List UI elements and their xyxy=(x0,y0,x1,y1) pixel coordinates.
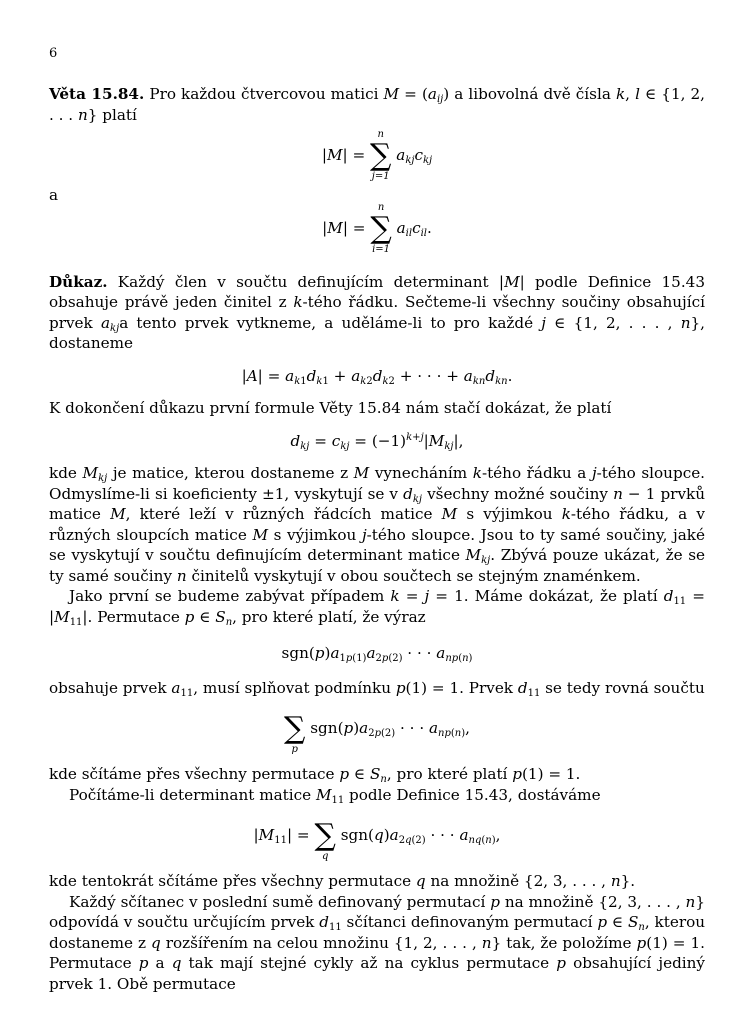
proof-paragraph-1: Důkaz. Každý člen v součtu definujícím determinant |M| podle Definice 15.43 obsahuje právě jeden činitel z k-tého řádku. Sečteme-li všechny součiny obsahující prvek $a_{kj}a$ tento prvek vytkneme, a uděláme-li to pro každé j ∈ {1, 2, . . . , n}, dostaneme xyxy=(49,272,705,352)
proof-label: Důkaz. xyxy=(49,272,108,291)
page-number: 6 xyxy=(49,46,58,61)
sum-symbol: n ∑ j=1 xyxy=(370,129,392,182)
proof-paragraph-9: Každý sčítanec v poslední sumě definovaný permutací p na množině {2, 3, . . . , n} odpovídá v součtu určujícím prvek $d_{11}$ sčítanci definovaným permutací p ∈ $S_n$, kterou dostaneme z q rozšířením na celou množinu {1, 2, . . . , n} tak, že položíme p(1) = 1. Permutace p a q tak mají stejné cykly až na cyklus permutace p obsahující jediný prvek 1. Obě permutace xyxy=(49,892,706,993)
formula-column-expansion: |M| = n ∑ i=1 $a_{il}c_{il}$. xyxy=(322,201,432,255)
equation-m11-determinant: $|M_{11}|$ = ∑ q $sgn(q)a_{2q(2)}$ · · · $a_{nq(n)}$, xyxy=(49,809,705,863)
sum-symbol: n ∑ i=1 xyxy=(370,201,392,255)
sum-symbol: ∑ q xyxy=(314,818,336,862)
theorem-statement: Věta 15.84. Pro každou čtvercovou matici $M = (a_{ij})$ a libovolná dvě čísla k, l ∈ {1, 2, . . . n} platí xyxy=(49,85,706,124)
equation-d11-sum: ∑ p $sgn(p)a_{2p(2)}$ · · · $a_{np(n)}$, xyxy=(49,702,705,756)
equation-cofactor: $d_{kj} = c_{kj} = (-1)^{k+j}|M_{kj}|$, xyxy=(290,431,464,452)
formula-row-expansion: |M| = n ∑ j=1 $a_{kj}c_{kj}$ xyxy=(321,129,433,182)
equation-permutation-term: $sgn(p)a_{1p(1)}a_{2p(2)}$ · · · $a_{np(n)}$ xyxy=(281,644,473,664)
proof-paragraph-4: Jako první se budeme zabývat případem k = j = 1. Máme dokázat, že platí $d_{11} = |M_{11}|$. Permutace p ∈ $S_n$, pro které platí, že výraz xyxy=(49,587,705,628)
proof-paragraph-3: kde $M_{kj}$ je matice, kterou dostaneme z M vynecháním k-tého řádku a j-tého sloupce. Odmyslíme-li si koeficienty ±1, vyskytují se v $d_{kj}$ všechny možné součiny n − 1 prvků matice M, které leží v různých řádcích matice M s výjimkou k-tého řádku, a v různých sloupcích matice M s výjimkou j-tého sloupce. Jsou to ty samé součiny, jaké se vyskytují v součtu definujícím determinant matice $M_{kj}$. Zbývá pouze ukázat, že se ty samé součiny n činitelů vyskytují v obou součtech se stejným znaménkem. xyxy=(49,464,706,585)
conjunction-a: a xyxy=(49,186,59,204)
proof-paragraph-5: obsahuje prvek $a_{11}$, musí splňovat podmínku p(1) = 1. Prvek $d_{11}$ se tedy rovná součtu xyxy=(49,678,705,699)
equation-determinant-sum: $|A| = a_{k1}d_{k1} + a_{k2}d_{k2}$ + · · · + $a_{kn}d_{kn}$. xyxy=(241,366,513,387)
sum-symbol: ∑ p xyxy=(284,711,306,755)
page-body xyxy=(49,40,705,994)
proof-paragraph-2: K dokončení důkazu první formule Věty 15.84 nám stačí dokázat, že platí xyxy=(49,399,612,417)
proof-paragraph-8: kde tentokrát sčítáme přes všechny permutace q na množině {2, 3, . . . , n}. xyxy=(49,872,636,890)
proof-paragraph-6: kde sčítáme přes všechny permutace p ∈ $S_n$, pro které platí p(1) = 1. xyxy=(49,765,581,785)
proof-paragraph-7: Počítáme-li determinant matice $M_{11}$ podle Definice 15.43, dostáváme xyxy=(69,785,601,806)
theorem-label: Věta 15.84. xyxy=(49,85,145,103)
